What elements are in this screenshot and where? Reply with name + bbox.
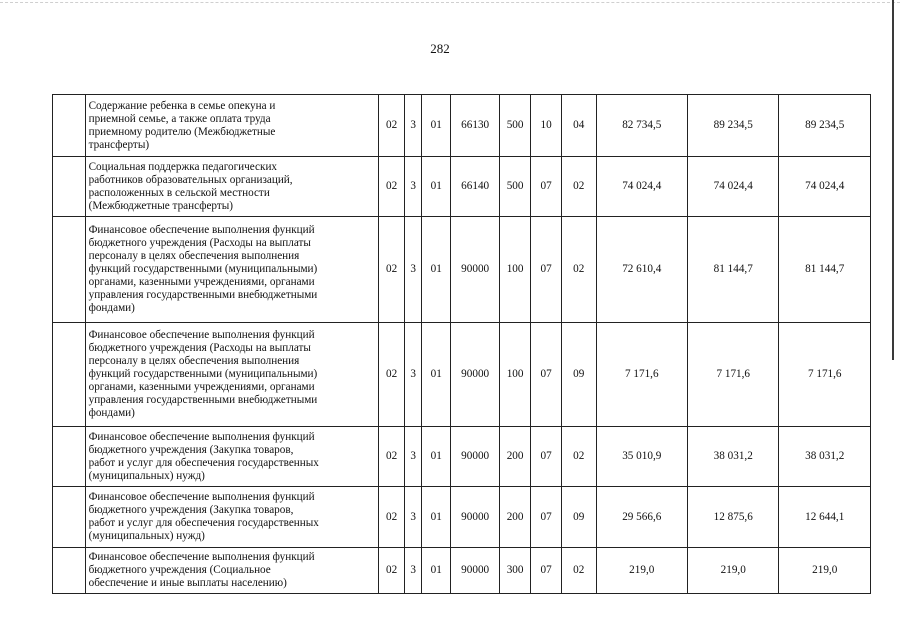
code-cell-c2: 3 bbox=[405, 323, 422, 427]
code-cell-c4: 90000 bbox=[451, 548, 499, 594]
code-cell-c7: 02 bbox=[561, 157, 596, 217]
table-row bbox=[53, 95, 871, 157]
code-cell-c3: 01 bbox=[422, 548, 451, 594]
code-cell-c5: 200 bbox=[499, 487, 531, 548]
table-row bbox=[53, 487, 871, 548]
table-row bbox=[53, 548, 871, 594]
row-name-line: работ и услуг для обеспечения государственных bbox=[88, 456, 319, 469]
code-cell-c5: 100 bbox=[499, 323, 531, 427]
row-name-line: управления государственными внебюджетными bbox=[88, 394, 318, 406]
row-index-cell bbox=[53, 487, 86, 548]
amount-cell-v2: 12 875,6 bbox=[688, 487, 779, 548]
row-name-line: (муниципальных) нужд) bbox=[88, 469, 205, 482]
code-cell-c3: 01 bbox=[422, 427, 451, 487]
row-name-cell bbox=[85, 487, 378, 548]
row-index-cell bbox=[53, 217, 86, 323]
row-name-cell bbox=[85, 427, 378, 487]
row-name-line: Финансовое обеспечение выполнения функций bbox=[88, 551, 315, 563]
code-cell-c1: 02 bbox=[378, 95, 404, 157]
row-index-cell bbox=[53, 427, 86, 487]
row-name-cell bbox=[85, 548, 378, 594]
table-row bbox=[53, 323, 871, 427]
scan-artifact-top bbox=[0, 2, 900, 3]
code-cell-c2: 3 bbox=[405, 95, 422, 157]
amount-cell-v1: 72 610,4 bbox=[596, 217, 687, 323]
row-index-cell bbox=[53, 157, 86, 217]
row-name-line: управления государственными внебюджетными bbox=[88, 289, 318, 301]
code-cell-c1: 02 bbox=[378, 157, 404, 217]
code-cell-c2: 3 bbox=[405, 548, 422, 594]
row-name-line: персоналу в целях обеспечения выполнения bbox=[88, 250, 300, 262]
code-cell-c7: 09 bbox=[561, 487, 596, 548]
row-name-line: (Межбюджетные трансферты) bbox=[88, 199, 234, 212]
row-index-cell bbox=[53, 95, 86, 157]
amount-cell-v1: 29 566,6 bbox=[596, 487, 687, 548]
amount-cell-v3: 38 031,2 bbox=[779, 427, 871, 487]
row-name-line: функций государственными (муниципальными) bbox=[88, 263, 318, 275]
code-cell-c5: 300 bbox=[499, 548, 531, 594]
table-body bbox=[53, 95, 871, 594]
code-cell-c6: 07 bbox=[531, 217, 561, 323]
row-name-cell bbox=[85, 95, 378, 157]
row-name-line: Финансовое обеспечение выполнения функций bbox=[88, 430, 315, 443]
amount-cell-v2: 74 024,4 bbox=[688, 157, 779, 217]
row-index-cell bbox=[53, 323, 86, 427]
code-cell-c2: 3 bbox=[405, 427, 422, 487]
amount-cell-v2: 81 144,7 bbox=[688, 217, 779, 323]
row-name-line: обеспечение и иные выплаты населению) bbox=[88, 577, 287, 589]
row-name-line: приемной семье, а также оплата труда bbox=[88, 112, 271, 125]
row-name-line: работников образовательных организаций, bbox=[88, 173, 293, 186]
row-index-cell bbox=[53, 548, 86, 594]
code-cell-c6: 07 bbox=[531, 548, 561, 594]
amount-cell-v1: 219,0 bbox=[596, 548, 687, 594]
code-cell-c3: 01 bbox=[422, 95, 451, 157]
amount-cell-v3: 219,0 bbox=[779, 548, 871, 594]
row-name-line: бюджетного учреждения (Расходы на выплаты bbox=[88, 342, 311, 354]
code-cell-c1: 02 bbox=[378, 548, 404, 594]
row-name-line: Социальная поддержка педагогических bbox=[88, 160, 278, 173]
code-cell-c4: 66140 bbox=[451, 157, 499, 217]
row-name-line: трансферты) bbox=[88, 138, 150, 151]
row-name-cell bbox=[85, 157, 378, 217]
code-cell-c7: 02 bbox=[561, 427, 596, 487]
table-row bbox=[53, 157, 871, 217]
code-cell-c6: 10 bbox=[531, 95, 561, 157]
amount-cell-v3: 12 644,1 bbox=[779, 487, 871, 548]
code-cell-c6: 07 bbox=[531, 323, 561, 427]
amount-cell-v3: 89 234,5 bbox=[779, 95, 871, 157]
code-cell-c2: 3 bbox=[405, 217, 422, 323]
row-name-line: Финансовое обеспечение выполнения функций bbox=[88, 491, 315, 503]
code-cell-c2: 3 bbox=[405, 157, 422, 217]
code-cell-c5: 100 bbox=[499, 217, 531, 323]
row-name-line: органами, казенными учреждениями, органами bbox=[88, 381, 315, 393]
table-row bbox=[53, 217, 871, 323]
code-cell-c6: 07 bbox=[531, 427, 561, 487]
code-cell-c1: 02 bbox=[378, 487, 404, 548]
row-name-line: бюджетного учреждения (Социальное bbox=[88, 564, 271, 576]
row-name-line: фондами) bbox=[88, 407, 135, 419]
amount-cell-v3: 7 171,6 bbox=[779, 323, 871, 427]
code-cell-c4: 90000 bbox=[451, 427, 499, 487]
row-name-line: бюджетного учреждения (Расходы на выплаты bbox=[88, 237, 311, 249]
row-name-line: Содержание ребенка в семье опекуна и bbox=[88, 99, 276, 112]
page-number: 282 bbox=[430, 41, 450, 56]
row-name-line: (муниципальных) нужд) bbox=[88, 530, 205, 542]
row-name-line: персоналу в целях обеспечения выполнения bbox=[88, 355, 300, 367]
code-cell-c1: 02 bbox=[378, 217, 404, 323]
row-name-line: фондами) bbox=[88, 302, 135, 314]
code-cell-c4: 66130 bbox=[451, 95, 499, 157]
code-cell-c6: 07 bbox=[531, 157, 561, 217]
code-cell-c3: 01 bbox=[422, 157, 451, 217]
code-cell-c4: 90000 bbox=[451, 487, 499, 548]
row-name-line: работ и услуг для обеспечения государственных bbox=[88, 517, 319, 529]
table-row bbox=[53, 427, 871, 487]
amount-cell-v1: 7 171,6 bbox=[596, 323, 687, 427]
code-cell-c3: 01 bbox=[422, 487, 451, 548]
code-cell-c6: 07 bbox=[531, 487, 561, 548]
amount-cell-v2: 89 234,5 bbox=[688, 95, 779, 157]
code-cell-c1: 02 bbox=[378, 323, 404, 427]
row-name-line: органами, казенными учреждениями, органами bbox=[88, 276, 315, 288]
row-name-line: функций государственными (муниципальными) bbox=[88, 368, 318, 380]
amount-cell-v2: 38 031,2 bbox=[688, 427, 779, 487]
row-name-line: Финансовое обеспечение выполнения функций bbox=[88, 224, 315, 236]
code-cell-c5: 200 bbox=[499, 427, 531, 487]
code-cell-c3: 01 bbox=[422, 217, 451, 323]
row-name-cell bbox=[85, 323, 378, 427]
code-cell-c4: 90000 bbox=[451, 217, 499, 323]
amount-cell-v2: 219,0 bbox=[688, 548, 779, 594]
code-cell-c1: 02 bbox=[378, 427, 404, 487]
row-name-line: Финансовое обеспечение выполнения функций bbox=[88, 329, 315, 341]
code-cell-c3: 01 bbox=[422, 323, 451, 427]
code-cell-c2: 3 bbox=[405, 487, 422, 548]
amount-cell-v2: 7 171,6 bbox=[688, 323, 779, 427]
row-name-line: расположенных в сельской местности bbox=[88, 186, 270, 199]
budget-table bbox=[52, 94, 871, 594]
code-cell-c7: 09 bbox=[561, 323, 596, 427]
row-name-line: бюджетного учреждения (Закупка товаров, bbox=[88, 504, 294, 516]
row-name-line: бюджетного учреждения (Закупка товаров, bbox=[88, 443, 294, 456]
code-cell-c7: 02 bbox=[561, 217, 596, 323]
amount-cell-v3: 74 024,4 bbox=[779, 157, 871, 217]
amount-cell-v1: 82 734,5 bbox=[596, 95, 687, 157]
row-name-line: приемному родителю (Межбюджетные bbox=[88, 125, 276, 138]
code-cell-c7: 02 bbox=[561, 548, 596, 594]
amount-cell-v3: 81 144,7 bbox=[779, 217, 871, 323]
amount-cell-v1: 35 010,9 bbox=[596, 427, 687, 487]
amount-cell-v1: 74 024,4 bbox=[596, 157, 687, 217]
code-cell-c7: 04 bbox=[561, 95, 596, 157]
scan-artifact-right bbox=[892, 0, 894, 360]
row-name-cell bbox=[85, 217, 378, 323]
code-cell-c5: 500 bbox=[499, 95, 531, 157]
code-cell-c5: 500 bbox=[499, 157, 531, 217]
code-cell-c4: 90000 bbox=[451, 323, 499, 427]
